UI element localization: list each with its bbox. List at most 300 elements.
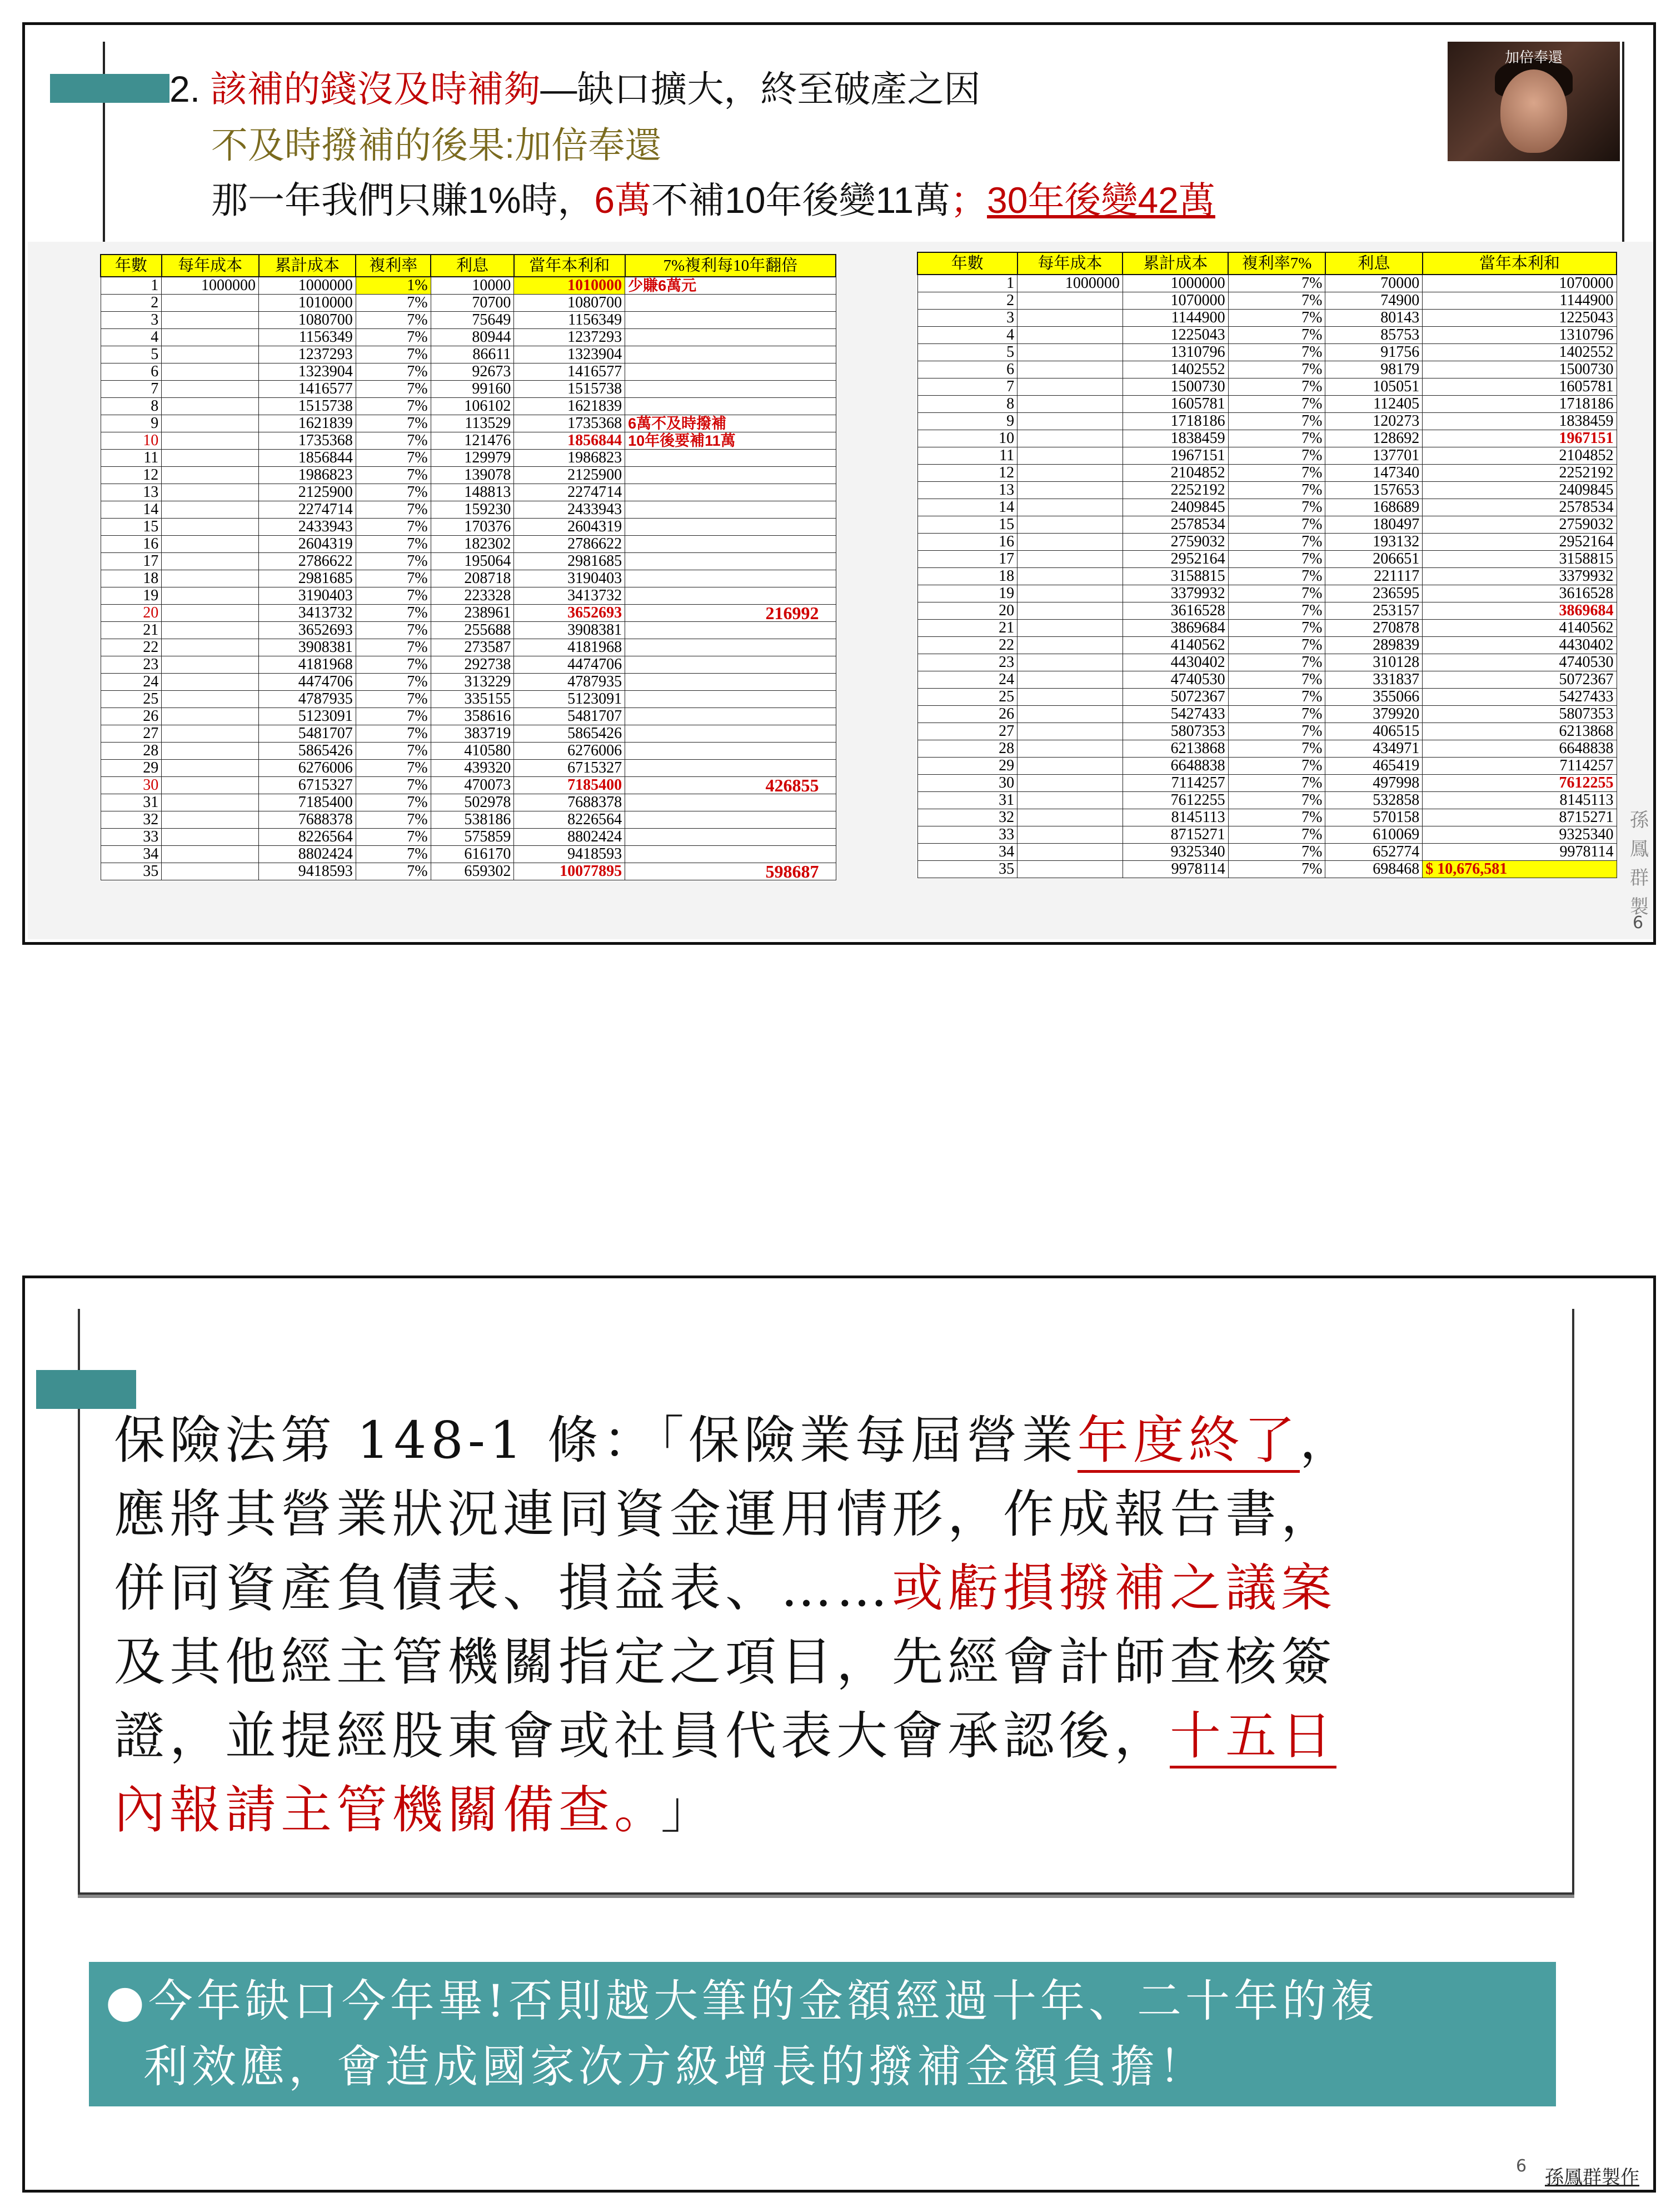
table-cell: 3616528	[1123, 602, 1228, 620]
key-message-box	[89, 1962, 1556, 2106]
table-cell: 4787935	[514, 674, 625, 691]
table-cell: 28	[917, 740, 1017, 758]
table-cell: 182302	[431, 536, 514, 553]
table-cell	[162, 312, 259, 329]
table-cell: 7%	[1228, 792, 1325, 809]
table-cell: 331837	[1325, 671, 1423, 689]
table-cell: 7%	[356, 432, 431, 450]
table-cell: 29	[917, 758, 1017, 775]
table-row	[101, 432, 836, 450]
table-cell: 2409845	[1423, 482, 1617, 499]
table-cell: 159230	[431, 501, 514, 519]
table-row	[101, 312, 836, 329]
table-cell: 193132	[1325, 534, 1423, 551]
table-row	[101, 811, 836, 829]
table-cell	[162, 346, 259, 363]
table-cell	[162, 381, 259, 398]
table-cell: 30	[101, 777, 162, 794]
table-cell: 5427433	[1123, 706, 1228, 723]
table-cell: 1070000	[1423, 275, 1617, 292]
table-cell: 255688	[431, 622, 514, 639]
table-cell: 99160	[431, 381, 514, 398]
table-cell: 18	[101, 570, 162, 587]
table-cell: 383719	[431, 725, 514, 743]
table-cell: 3413732	[259, 605, 356, 622]
table-cell: 238961	[431, 605, 514, 622]
table-cell: 2104852	[1123, 465, 1228, 482]
table-cell: 26	[101, 708, 162, 725]
table-cell: 465419	[1325, 758, 1423, 775]
table-cell: 598687	[625, 863, 836, 880]
table-cell: 5123091	[259, 708, 356, 725]
table-cell: 4140562	[1423, 620, 1617, 637]
table-row	[917, 654, 1617, 671]
table-cell: 6213868	[1423, 723, 1617, 740]
table-cell: 4181968	[514, 639, 625, 656]
table-cell: 17	[917, 551, 1017, 568]
table-cell	[162, 519, 259, 536]
column-header: 年數	[917, 252, 1017, 275]
table-cell: 292738	[431, 656, 514, 674]
table-cell	[625, 760, 836, 777]
table-cell: 21	[101, 622, 162, 639]
table-cell: 3158815	[1423, 551, 1617, 568]
table-cell: 8802424	[514, 829, 625, 846]
table-row	[917, 447, 1617, 465]
table-row	[101, 829, 836, 846]
table-cell: 208718	[431, 570, 514, 587]
table-cell: 1225043	[1123, 327, 1228, 344]
table-cell: 2433943	[259, 519, 356, 536]
table-cell: 180497	[1325, 516, 1423, 534]
table-cell: 5123091	[514, 691, 625, 708]
table-cell: 3	[101, 312, 162, 329]
q1-end: ，	[1299, 1411, 1355, 1470]
table-cell: 31	[917, 792, 1017, 809]
table-cell: 27	[101, 725, 162, 743]
table-cell: 1080700	[259, 312, 356, 329]
column-header: 累計成本	[259, 255, 356, 277]
table-cell: 32	[101, 811, 162, 829]
table-row	[101, 467, 836, 484]
table-cell: 3190403	[259, 587, 356, 605]
table-cell: 7%	[356, 329, 431, 346]
table-cell: 253157	[1325, 602, 1423, 620]
table-cell	[1017, 689, 1123, 706]
left-compound-table	[100, 254, 836, 880]
table-row	[917, 671, 1617, 689]
column-header: 利息	[1325, 252, 1423, 275]
table-cell: 1237293	[514, 329, 625, 346]
table-cell: 7%	[1228, 844, 1325, 861]
table-cell: 6648838	[1123, 758, 1228, 775]
table-cell: 121476	[431, 432, 514, 450]
side-author-mark: 孫鳳群製	[1630, 809, 1649, 918]
table-cell: 1237293	[259, 346, 356, 363]
table-cell: 3190403	[514, 570, 625, 587]
table-cell: 10	[101, 432, 162, 450]
table-cell: 11	[917, 447, 1017, 465]
table-cell: 7%	[1228, 758, 1325, 775]
table-row	[101, 381, 836, 398]
table-row	[917, 310, 1617, 327]
table-cell	[162, 622, 259, 639]
table-cell	[162, 415, 259, 432]
table-cell	[625, 536, 836, 553]
table-cell: 4787935	[259, 691, 356, 708]
table-cell: 7%	[356, 295, 431, 312]
table-cell: 7%	[1228, 551, 1325, 568]
table-cell	[625, 743, 836, 760]
table-cell: 7%	[356, 829, 431, 846]
table-cell: 7%	[1228, 465, 1325, 482]
table-cell: 5	[917, 344, 1017, 361]
table-cell	[625, 674, 836, 691]
table-cell: 8715271	[1423, 809, 1617, 826]
table-cell: 4181968	[259, 656, 356, 674]
table-cell: 2274714	[259, 501, 356, 519]
quote-line-1	[114, 1403, 1537, 1477]
table-row	[917, 792, 1617, 809]
slide-2	[22, 1276, 1656, 2193]
table-cell: 1500730	[1423, 361, 1617, 378]
table-cell: 2604319	[514, 519, 625, 536]
table-row	[101, 622, 836, 639]
table-row	[917, 740, 1617, 758]
table-cell: 698468	[1325, 861, 1423, 878]
q6-end: 」	[661, 1780, 717, 1840]
table-cell	[162, 295, 259, 312]
table-cell: 434971	[1325, 740, 1423, 758]
table-cell: 137701	[1325, 447, 1423, 465]
table-cell: 1838459	[1423, 413, 1617, 430]
table-cell: 7%	[356, 674, 431, 691]
table-cell	[625, 708, 836, 725]
table-cell: 13	[101, 484, 162, 501]
table-cell	[625, 846, 836, 863]
table-cell: 2786622	[259, 553, 356, 570]
table-cell: 206651	[1325, 551, 1423, 568]
table-cell: 26	[917, 706, 1017, 723]
table-cell: 7%	[1228, 482, 1325, 499]
table-cell: 9978114	[1123, 861, 1228, 878]
table-cell: 33	[917, 826, 1017, 844]
table-cell	[1017, 671, 1123, 689]
table-cell: 2433943	[514, 501, 625, 519]
headline-number: 2.	[169, 68, 201, 109]
table-cell: 1070000	[1123, 292, 1228, 310]
table-cell: $ 10,676,581	[1423, 861, 1617, 878]
table-row	[101, 639, 836, 656]
table-cell: 112405	[1325, 396, 1423, 413]
table-cell: 30	[917, 775, 1017, 792]
table-cell: 23	[917, 654, 1017, 671]
table-cell: 6213868	[1123, 740, 1228, 758]
table-row	[917, 637, 1617, 654]
table-cell: 1856844	[259, 450, 356, 467]
table-cell	[1017, 723, 1123, 740]
table-cell: 6	[101, 363, 162, 381]
table-cell: 7%	[356, 691, 431, 708]
table-row	[917, 809, 1617, 826]
table-cell: 7%	[1228, 499, 1325, 516]
column-header: 利息	[431, 255, 514, 277]
table-cell: 1000000	[259, 277, 356, 295]
table-cell	[1017, 396, 1123, 413]
right-compound-table	[917, 252, 1617, 878]
line3-part-c: 不補10年後變11萬	[651, 180, 951, 221]
table-cell: 310128	[1325, 654, 1423, 671]
table-cell	[1017, 620, 1123, 637]
table-cell: 9	[101, 415, 162, 432]
table-cell: 70000	[1325, 275, 1423, 292]
table-cell: 1010000	[259, 295, 356, 312]
table-cell	[1017, 792, 1123, 809]
table-cell: 10	[917, 430, 1017, 447]
table-cell: 20	[917, 602, 1017, 620]
q1-underlined: 年度終了	[1078, 1411, 1300, 1473]
table-cell: 236595	[1325, 585, 1423, 602]
table-cell: 7%	[1228, 413, 1325, 430]
table-cell: 4	[917, 327, 1017, 344]
table-row	[917, 585, 1617, 602]
table-cell	[625, 363, 836, 381]
table-cell: 7%	[1228, 826, 1325, 844]
table-cell: 610069	[1325, 826, 1423, 844]
table-cell	[162, 536, 259, 553]
headline-rest: —缺口擴大，終至破產之因	[540, 68, 981, 109]
table-cell	[1017, 706, 1123, 723]
table-cell: 7%	[356, 725, 431, 743]
table-cell: 5807353	[1423, 706, 1617, 723]
table-cell	[162, 639, 259, 656]
column-header: 7%複利每10年翻倍	[625, 255, 836, 277]
table-cell: 270878	[1325, 620, 1423, 637]
table-cell: 2952164	[1123, 551, 1228, 568]
column-header: 複利率7%	[1228, 252, 1325, 275]
table-cell: 10077895	[514, 863, 625, 880]
table-cell	[625, 639, 836, 656]
table-cell: 7%	[356, 415, 431, 432]
table-cell	[162, 329, 259, 346]
table-row	[917, 413, 1617, 430]
table-cell: 1515738	[514, 381, 625, 398]
table-cell: 575859	[431, 829, 514, 846]
table-cell: 7%	[1228, 654, 1325, 671]
table-cell: 1080700	[514, 295, 625, 312]
table-row	[917, 378, 1617, 396]
table-cell	[1017, 740, 1123, 758]
table-cell: 16	[917, 534, 1017, 551]
table-cell	[162, 450, 259, 467]
table-cell: 439320	[431, 760, 514, 777]
table-cell: 7%	[1228, 378, 1325, 396]
table-cell: 7%	[356, 605, 431, 622]
table-cell: 1515738	[259, 398, 356, 415]
table-row	[917, 689, 1617, 706]
table-cell: 1323904	[514, 346, 625, 363]
table-row	[917, 844, 1617, 861]
table-cell	[162, 674, 259, 691]
table-cell: 4740530	[1423, 654, 1617, 671]
table-row	[917, 465, 1617, 482]
table-cell	[1017, 292, 1123, 310]
table-cell: 7%	[1228, 327, 1325, 344]
table-cell: 223328	[431, 587, 514, 605]
table-cell	[162, 553, 259, 570]
table-cell: 1986823	[514, 450, 625, 467]
table-cell: 379920	[1325, 706, 1423, 723]
table-cell: 1144900	[1123, 310, 1228, 327]
line3-part-b: 6萬	[594, 180, 652, 221]
table-cell: 216992	[625, 605, 836, 622]
table-cell: 1	[917, 275, 1017, 292]
table-cell: 8145113	[1123, 809, 1228, 826]
table-cell: 7%	[1228, 689, 1325, 706]
table-cell: 652774	[1325, 844, 1423, 861]
column-header: 當年本利和	[514, 255, 625, 277]
table-cell: 3	[917, 310, 1017, 327]
table-cell: 5865426	[514, 725, 625, 743]
table-cell: 2981685	[514, 553, 625, 570]
table-cell	[625, 691, 836, 708]
table-cell: 7%	[356, 639, 431, 656]
table-cell: 86611	[431, 346, 514, 363]
table-row	[101, 587, 836, 605]
table-cell: 9325340	[1423, 826, 1617, 844]
table-cell: 92673	[431, 363, 514, 381]
table-cell: 9418593	[514, 846, 625, 863]
table-cell: 5072367	[1423, 671, 1617, 689]
table-row	[101, 450, 836, 467]
table-cell: 7%	[356, 519, 431, 536]
table-cell: 7%	[356, 760, 431, 777]
table-row	[101, 346, 836, 363]
table-cell: 7%	[356, 484, 431, 501]
table-cell: 502978	[431, 794, 514, 811]
table-cell: 20	[101, 605, 162, 622]
page-number-2: 6	[1516, 2156, 1527, 2176]
table-cell: 98179	[1325, 361, 1423, 378]
table-cell: 14	[101, 501, 162, 519]
table-cell: 570158	[1325, 809, 1423, 826]
table-row	[101, 329, 836, 346]
q5: 證，並提經股東會或社員代表大會承認後，	[114, 1706, 1170, 1766]
table-row	[101, 415, 836, 432]
table-cell: 35	[917, 861, 1017, 878]
table-cell: 3379932	[1123, 585, 1228, 602]
table-row	[917, 568, 1617, 585]
page-number: 6	[1633, 913, 1644, 933]
quote-line-6	[114, 1773, 1537, 1847]
table-row	[101, 674, 836, 691]
quote-line-4: 及其他經主管機關指定之項目，先經會計師查核簽	[114, 1632, 1337, 1692]
table-cell: 29	[101, 760, 162, 777]
table-cell: 10000	[431, 277, 514, 295]
table-cell: 7%	[356, 450, 431, 467]
table-cell	[1017, 516, 1123, 534]
table-row	[917, 534, 1617, 551]
table-cell: 15	[101, 519, 162, 536]
table-cell: 1621839	[259, 415, 356, 432]
line3-part-d: ；	[950, 180, 987, 221]
table-cell	[162, 743, 259, 760]
table-row	[917, 620, 1617, 637]
table-cell: 1323904	[259, 363, 356, 381]
table-cell: 8715271	[1123, 826, 1228, 844]
table-cell: 195064	[431, 553, 514, 570]
table-cell: 7%	[356, 743, 431, 760]
table-cell	[1017, 482, 1123, 499]
table-cell: 7	[101, 381, 162, 398]
table-row	[101, 794, 836, 811]
key-message-line-2: 利效應，會造成國家次方級增長的撥補金額負擔！	[143, 2041, 1207, 2093]
table-cell: 2759032	[1423, 516, 1617, 534]
table-cell: 7612255	[1123, 792, 1228, 809]
table-cell: 7%	[1228, 585, 1325, 602]
table-cell: 3869684	[1123, 620, 1228, 637]
table-row	[917, 361, 1617, 378]
table-cell: 358616	[431, 708, 514, 725]
table-cell: 147340	[1325, 465, 1423, 482]
table-cell	[1017, 861, 1123, 878]
table-cell: 34	[101, 846, 162, 863]
q3: 併同資產負債表、損益表、……	[114, 1558, 892, 1618]
table-row	[101, 536, 836, 553]
table-row	[917, 706, 1617, 723]
table-cell: 2	[917, 292, 1017, 310]
table-row	[101, 656, 836, 674]
table-cell: 74900	[1325, 292, 1423, 310]
column-header: 年數	[101, 255, 162, 277]
table-cell	[625, 829, 836, 846]
table-cell: 7	[917, 378, 1017, 396]
table-cell	[162, 725, 259, 743]
table-cell: 9978114	[1423, 844, 1617, 861]
table-cell: 7114257	[1123, 775, 1228, 792]
table-cell: 1402552	[1123, 361, 1228, 378]
table-cell: 7%	[1228, 447, 1325, 465]
column-header: 複利率	[356, 255, 431, 277]
table-cell: 1718186	[1423, 396, 1617, 413]
table-cell: 9418593	[259, 863, 356, 880]
table-cell: 128692	[1325, 430, 1423, 447]
table-row	[917, 275, 1617, 292]
table-cell: 1967151	[1123, 447, 1228, 465]
table-cell: 5427433	[1423, 689, 1617, 706]
table-cell: 5481707	[514, 708, 625, 725]
table-cell	[1017, 465, 1123, 482]
table-cell: 少賺6萬元	[625, 277, 836, 295]
table-cell: 12	[917, 465, 1017, 482]
table-cell	[1017, 534, 1123, 551]
column-header: 每年成本	[1017, 252, 1123, 275]
table-cell: 17	[101, 553, 162, 570]
table-row	[101, 777, 836, 794]
table-cell: 6276006	[514, 743, 625, 760]
table-cell: 289839	[1325, 637, 1423, 654]
table-cell: 9325340	[1123, 844, 1228, 861]
table-cell: 105051	[1325, 378, 1423, 396]
q5-underlined: 十五日	[1170, 1706, 1336, 1768]
quote-line-2: 應將其營業狀況連同資金運用情形，作成報告書，	[114, 1484, 1337, 1544]
line3-part-a: 那一年我們只賺1%時，	[211, 180, 595, 221]
table-cell: 2252192	[1123, 482, 1228, 499]
table-row	[101, 295, 836, 312]
table-cell: 7%	[1228, 861, 1325, 878]
table-cell	[1017, 654, 1123, 671]
table-cell: 7%	[356, 363, 431, 381]
